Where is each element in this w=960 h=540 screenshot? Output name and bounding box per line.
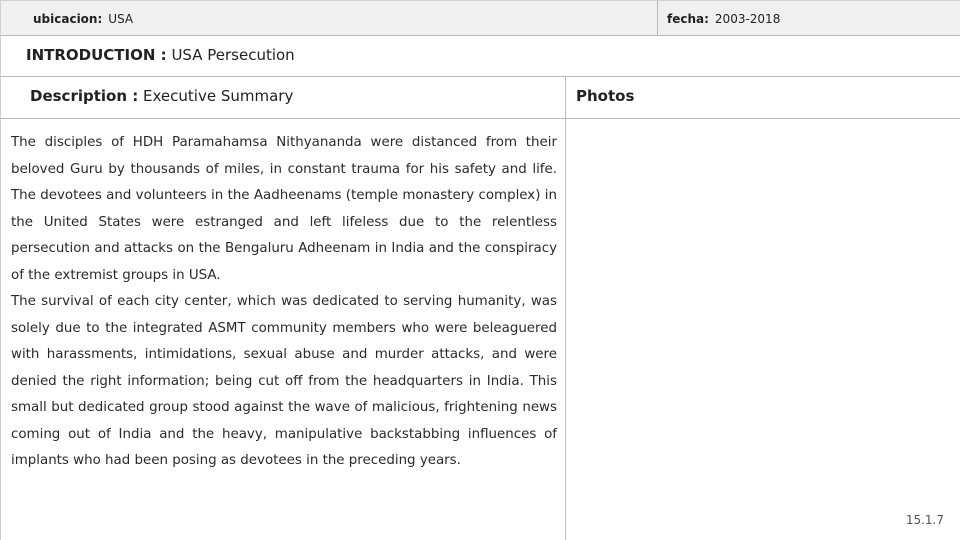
date-value: 2003-2018 [714, 12, 781, 26]
introduction-row [0, 36, 960, 77]
left-border [0, 119, 1, 540]
description-heading [30, 87, 293, 105]
page-number: 15.1.7 [905, 513, 944, 527]
introduction-label: INTRODUCTION : [26, 46, 167, 64]
body-paragraph: The disciples of HDH Paramahamsa Nithyananda were distanced from their beloved Guru by thousands of miles, in constant trauma for his safety and life. The devotees and volunteers in the Aadheenams (temple monastery complex) in the United States were estranged and left lifeless due to the relentless persecution and attacks on the Bengaluru Adheenam in India and the conspiracy of the extremist groups in USA. [11, 135, 557, 283]
date-cell [658, 1, 960, 36]
location-label: ubicacion: [33, 12, 103, 26]
column-header-row [0, 77, 960, 119]
location-cell [0, 1, 658, 36]
column-divider [565, 77, 566, 540]
photos-heading: Photos [576, 87, 635, 105]
body-paragraph: The survival of each city center, which was dedicated to serving humanity, was solely due to the integrated ASMT community members who were beleaguered with harassments, intimidations, sexual abuse and murder attacks, and were denied the right information; being cut off from the headquarters in India. This small but dedicated group stood against the wave of malicious, frightening news coming out of India and the heavy, manipulative backstabbing influences of implants who had been posing as devotees in the preceding years. [11, 294, 557, 468]
date-label: fecha: [667, 12, 709, 26]
description-label: Description : [30, 87, 139, 105]
date-field [667, 12, 780, 26]
description-body [11, 130, 557, 475]
introduction-heading [26, 46, 295, 64]
location-field [33, 12, 133, 26]
location-value: USA [108, 12, 134, 26]
top-bar [0, 0, 960, 36]
description-value: Executive Summary [143, 87, 294, 105]
introduction-value: USA Persecution [171, 46, 295, 64]
